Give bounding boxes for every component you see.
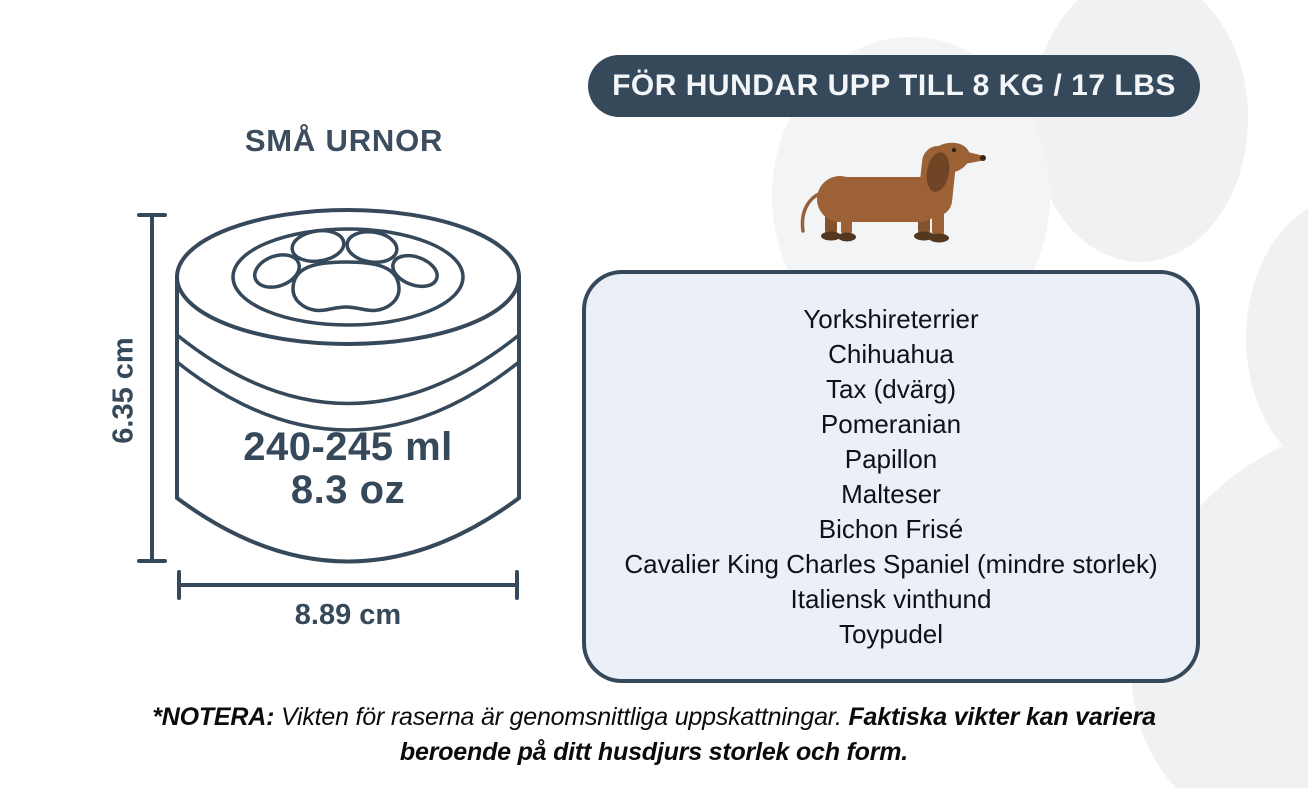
- urn-volume-oz: 8.3 oz: [290, 468, 406, 512]
- urn-volume: [148, 426, 548, 512]
- weight-limit-banner-label: FÖR HUNDAR UPP TILL 8 KG / 17 LBS: [612, 69, 1176, 102]
- breed-list-box: [582, 270, 1200, 683]
- page-title: SMÅ URNOR: [244, 123, 444, 158]
- breed-item: Yorkshireterrier: [803, 303, 979, 334]
- breed-item: Pomeranian: [820, 408, 962, 439]
- urn-height-label: 6.35 cm: [107, 337, 140, 444]
- dachshund-icon: [792, 132, 996, 250]
- breed-item: Papillon: [844, 443, 938, 474]
- footer-note-bold-2: beroende på ditt husdjurs storlek och form.: [399, 738, 909, 766]
- breed-list: [624, 302, 1157, 652]
- breed-item: Italiensk vinthund: [790, 583, 992, 614]
- footer-note-label: *NOTERA:: [152, 703, 275, 731]
- dog-eye: [952, 148, 956, 152]
- urn-width-label: 8.89 cm: [294, 599, 402, 631]
- weight-limit-banner: [588, 55, 1200, 117]
- breed-item: Bichon Frisé: [818, 513, 964, 544]
- dog-nose: [980, 155, 986, 161]
- breed-item: Toypudel: [838, 618, 944, 649]
- breed-item: Chihuahua: [828, 338, 954, 369]
- breed-item: Cavalier King Charles Spaniel (mindre storlek): [624, 548, 1158, 579]
- width-dimension-line: [179, 572, 517, 598]
- urn-illustration: [100, 200, 560, 645]
- breed-item: Malteser: [841, 478, 941, 509]
- breed-item: Tax (dvärg): [825, 373, 957, 404]
- footer-note-bold-1: Faktiska vikter kan variera: [848, 703, 1156, 731]
- background-paw-toe-icon: [1032, 0, 1248, 262]
- footer-note-regular: Vikten för raserna är genomsnittliga uppskattningar.: [280, 703, 842, 731]
- urn-volume-ml: 240-245 ml: [243, 425, 453, 469]
- footer-note: [0, 700, 1308, 770]
